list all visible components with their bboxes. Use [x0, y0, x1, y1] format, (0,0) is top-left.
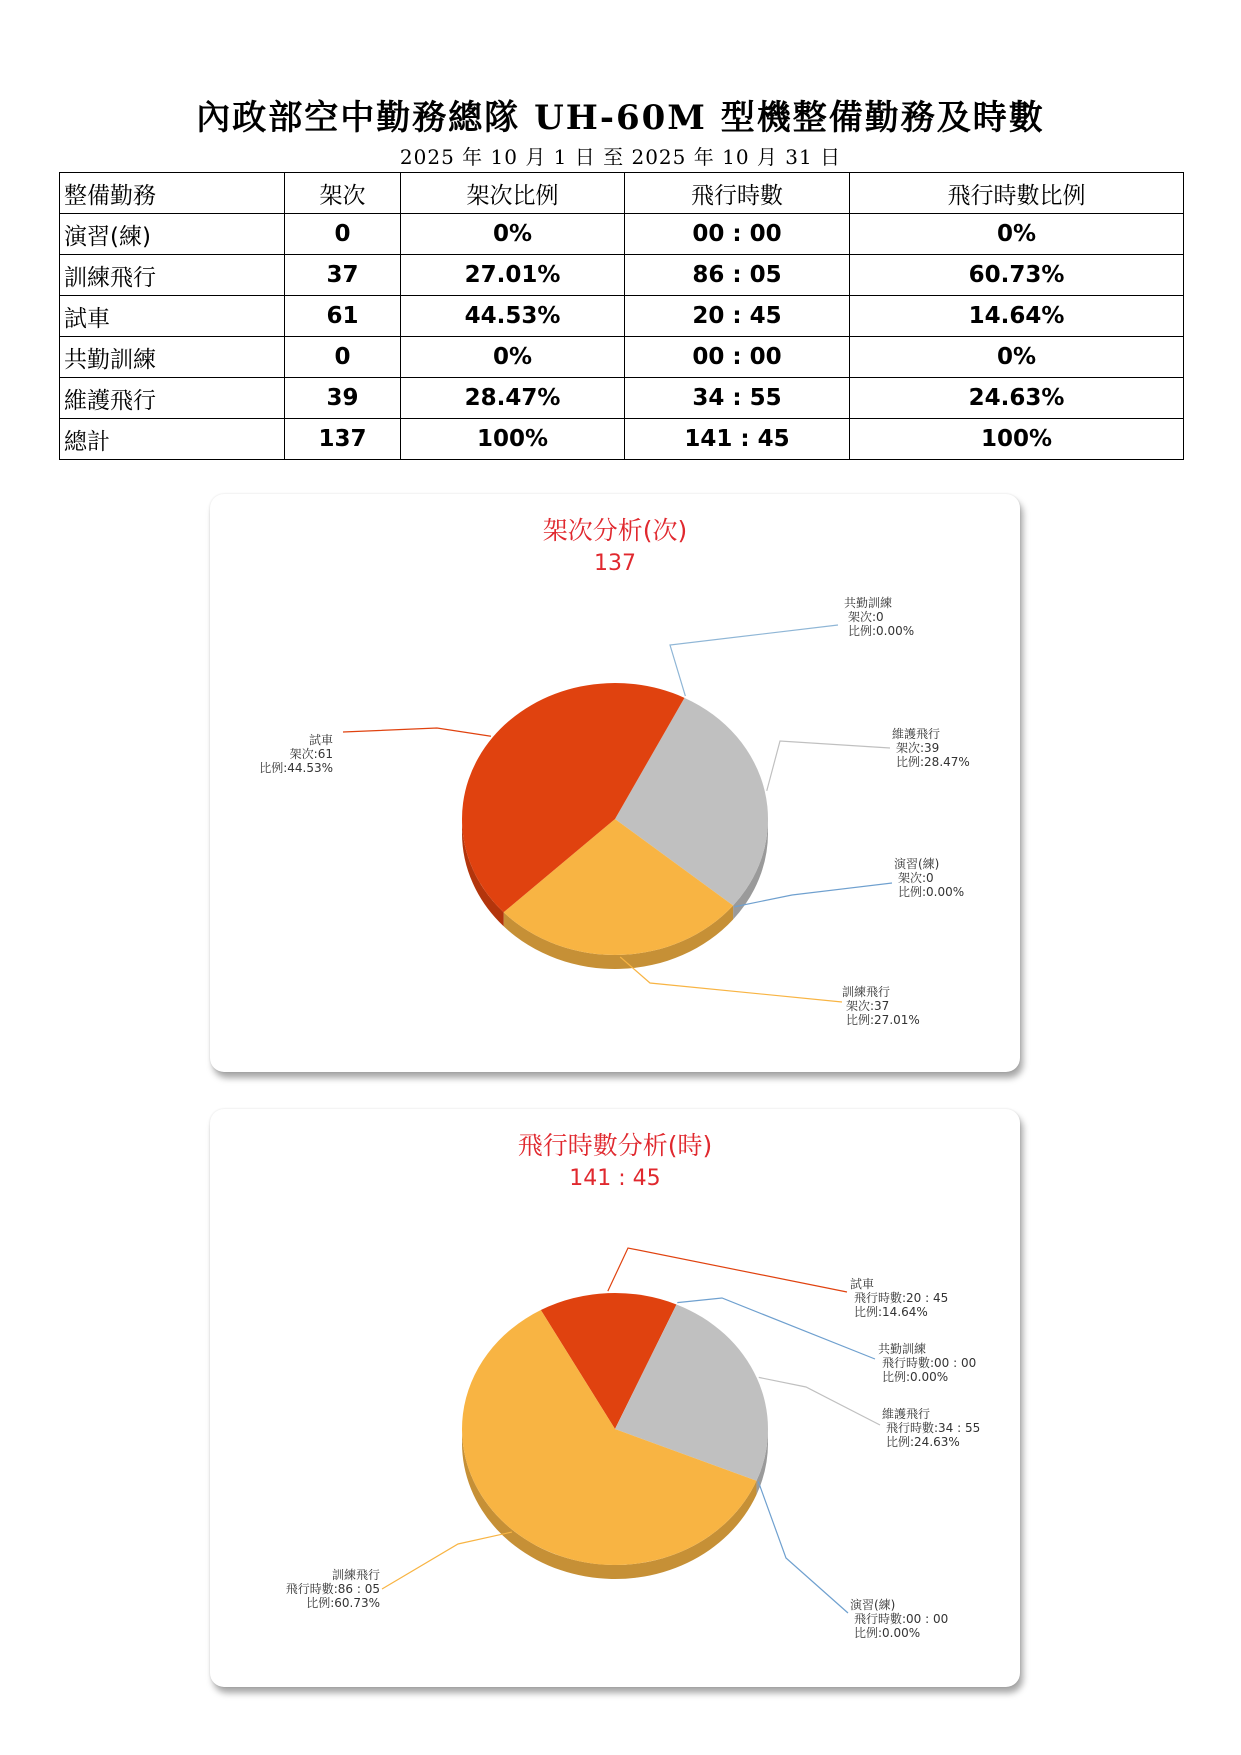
data-label-name: 維護飛行 [882, 1407, 931, 1421]
data-label-name: 試車 [850, 1277, 875, 1291]
cell-sorties: 0 [285, 337, 401, 378]
chart-total: 137 [594, 551, 636, 576]
sorties-chart-panel [210, 494, 1020, 1072]
data-label-value: 飛行時數:34 : 55 [886, 1421, 981, 1435]
leader-line-1 [767, 741, 890, 791]
cell-task: 試車 [60, 296, 285, 337]
data-label-value: 架次:0 [898, 871, 934, 885]
cell-task: 共勤訓練 [60, 337, 285, 378]
cell-sorties: 137 [285, 419, 401, 460]
summary-table [59, 172, 1184, 460]
cell-sorties: 0 [285, 214, 401, 255]
leader-line-3 [758, 1482, 848, 1613]
cell-flight-hours: 86 : 05 [625, 255, 850, 296]
cell-sortie-ratio: 0% [401, 214, 625, 255]
cell-hours-ratio: 0% [850, 337, 1184, 378]
cell-task: 維護飛行 [60, 378, 285, 419]
report-date-range: 2025 年 10 月 1 日 至 2025 年 10 月 31 日 [399, 145, 842, 169]
data-label-name: 訓練飛行 [331, 1568, 380, 1582]
table-row [60, 378, 1184, 419]
cell-sortie-ratio: 100% [401, 419, 625, 460]
table-total-row [60, 419, 1184, 460]
cell-sortie-ratio: 0% [401, 337, 625, 378]
cell-hours-ratio: 24.63% [850, 378, 1184, 419]
data-label-name: 共勤訓練 [844, 596, 893, 610]
chart-title: 飛行時數分析(時) [517, 1131, 713, 1160]
chart-title: 架次分析(次) [542, 516, 688, 545]
data-label-name: 訓練飛行 [842, 985, 891, 999]
data-label-value: 飛行時數:86 : 05 [285, 1582, 380, 1596]
header-sorties: 架次 [285, 173, 401, 214]
header-task: 整備勤務 [60, 173, 285, 214]
data-label-name: 演習(練) [894, 857, 940, 871]
data-label-value: 飛行時數:20 : 45 [854, 1291, 949, 1305]
header-hours-ratio: 飛行時數比例 [850, 173, 1184, 214]
table-row [60, 214, 1184, 255]
data-label-percent: 比例:28.47% [896, 755, 970, 769]
table-row [60, 337, 1184, 378]
cell-hours-ratio: 100% [850, 419, 1184, 460]
pie-top-group [462, 683, 768, 955]
data-label-value: 飛行時數:00 : 00 [882, 1356, 977, 1370]
cell-flight-hours: 20 : 45 [625, 296, 850, 337]
sorties-pie-chart [210, 494, 1020, 1072]
data-label-percent: 比例:0.00% [898, 885, 965, 899]
data-label-percent: 比例:14.64% [854, 1305, 928, 1319]
data-label-value: 架次:39 [896, 741, 940, 755]
flight-hours-pie-chart [210, 1109, 1020, 1687]
table-header-row [60, 173, 1184, 214]
cell-hours-ratio: 0% [850, 214, 1184, 255]
data-label-percent: 比例:0.00% [854, 1626, 921, 1640]
data-label-percent: 比例:44.53% [259, 761, 333, 775]
cell-flight-hours: 34 : 55 [625, 378, 850, 419]
cell-sorties: 39 [285, 378, 401, 419]
data-label-percent: 比例:27.01% [846, 1013, 920, 1027]
cell-hours-ratio: 60.73% [850, 255, 1184, 296]
data-label-value: 飛行時數:00 : 00 [854, 1612, 949, 1626]
data-label-value: 架次:0 [848, 610, 884, 624]
cell-task: 演習(練) [60, 214, 285, 255]
cell-sorties: 37 [285, 255, 401, 296]
data-label-name: 共勤訓練 [878, 1342, 927, 1356]
cell-sorties: 61 [285, 296, 401, 337]
leader-line-0 [608, 1248, 847, 1292]
data-label-percent: 比例:60.73% [306, 1596, 380, 1610]
cell-task: 總計 [60, 419, 285, 460]
data-label-name: 維護飛行 [892, 727, 941, 741]
leader-line-2 [759, 1377, 880, 1425]
flight-hours-chart-panel [210, 1109, 1020, 1687]
cell-flight-hours: 141 : 45 [625, 419, 850, 460]
pie-top-group [462, 1293, 768, 1565]
report-title: 內政部空中勤務總隊 UH-60M 型機整備勤務及時數 [196, 98, 1045, 138]
cell-sortie-ratio: 44.53% [401, 296, 625, 337]
table-row [60, 296, 1184, 337]
data-label-name: 演習(練) [850, 1598, 896, 1612]
data-label-name: 試車 [308, 733, 333, 747]
data-label-percent: 比例:24.63% [886, 1435, 960, 1449]
header-flight-hours: 飛行時數 [625, 173, 850, 214]
data-label-value: 架次:37 [846, 999, 890, 1013]
leader-line-0 [670, 625, 838, 696]
table-row [60, 255, 1184, 296]
header-sortie-ratio: 架次比例 [401, 173, 625, 214]
cell-flight-hours: 00 : 00 [625, 337, 850, 378]
data-label-percent: 比例:0.00% [848, 624, 915, 638]
cell-sortie-ratio: 28.47% [401, 378, 625, 419]
data-label-percent: 比例:0.00% [882, 1370, 949, 1384]
leader-line-2 [735, 883, 892, 907]
leader-line-4 [382, 1532, 512, 1589]
cell-hours-ratio: 14.64% [850, 296, 1184, 337]
cell-sortie-ratio: 27.01% [401, 255, 625, 296]
chart-total: 141 : 45 [569, 1166, 661, 1191]
leader-line-4 [343, 728, 491, 736]
cell-task: 訓練飛行 [60, 255, 285, 296]
data-label-value: 架次:61 [289, 747, 333, 761]
cell-flight-hours: 00 : 00 [625, 214, 850, 255]
